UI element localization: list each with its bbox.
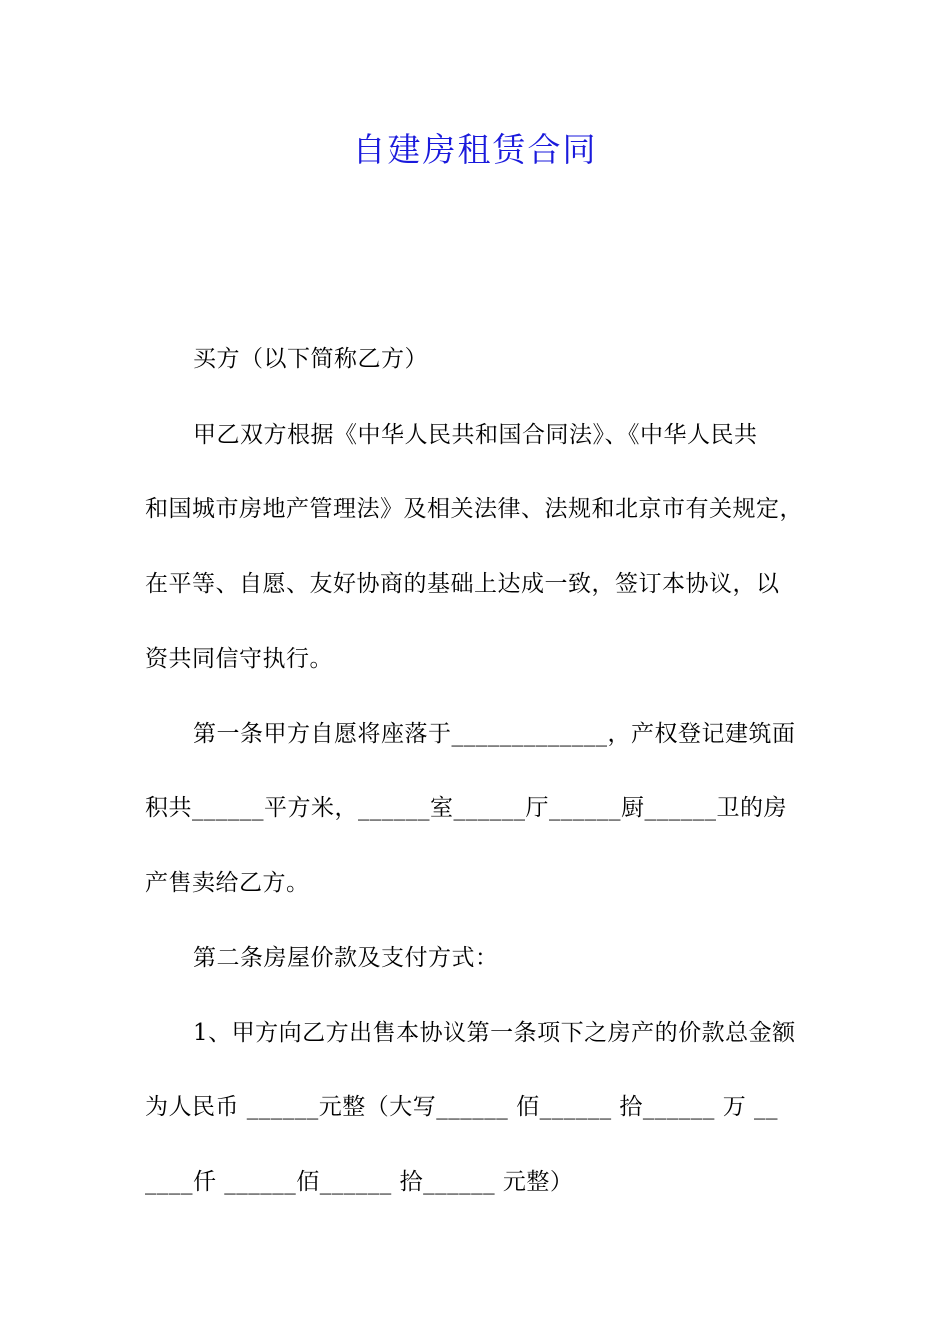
paragraph-line: 甲乙双方根据《中华人民共和国合同法》、《中华人民共 [193,422,758,448]
paragraph-line: 资共同信守执行。 [145,646,333,672]
paragraph-line: 买方（以下简称乙方） [193,346,428,372]
paragraph-line: 为人民币 ______元整（大写______ 佰______ 拾______ 万 __ [145,1094,779,1120]
paragraph-line: 和国城市房地产管理法》及相关法律、法规和北京市有关规定， [145,496,803,522]
paragraph-line: 1、甲方向乙方出售本协议第一条项下之房产的价款总金额 [193,1020,796,1046]
paragraph-line: 积共______平方米，______室______厅______厨______卫的房 [145,795,787,821]
document-title: 自建房租赁合同 [352,130,598,169]
paragraph-line: 第一条甲方自愿将座落于_____________，产权登记建筑面 [193,721,796,747]
paragraph-line: 产售卖给乙方。 [145,870,310,896]
paragraph-line: ____仟 ______佰______ 拾______ 元整） [145,1169,574,1195]
paragraph-line: 在平等、自愿、友好协商的基础上达成一致，签订本协议，以 [145,571,780,597]
paragraph-line: 第二条房屋价款及支付方式： [193,945,499,971]
